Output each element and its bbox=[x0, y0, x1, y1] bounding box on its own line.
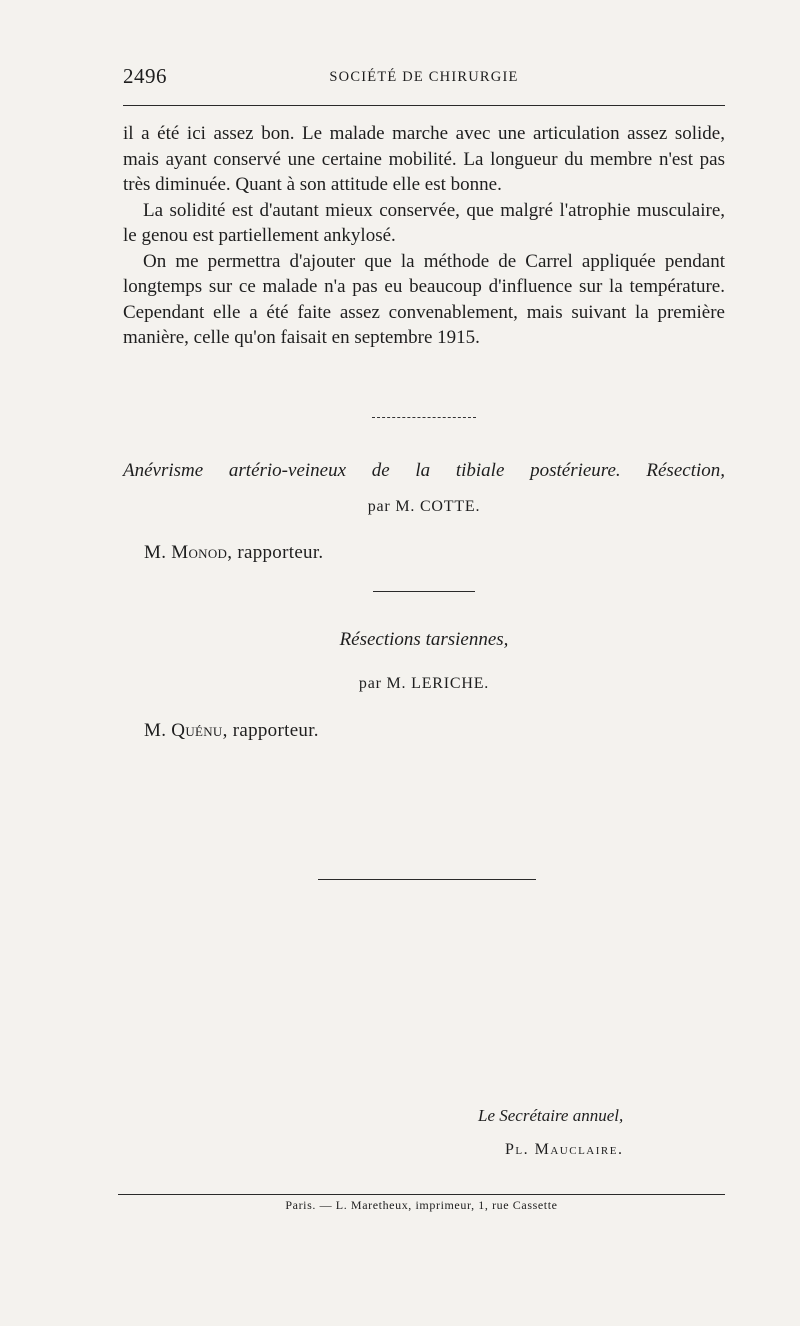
printer-imprint: Paris. — L. Maretheux, imprimeur, 1, rue Cassette bbox=[285, 1198, 558, 1212]
paragraph-2: La solidité est d'autant mieux conservée, que malgré l'atrophie musculaire, le genou est partiellement ankylosé. bbox=[123, 199, 725, 246]
header-rule bbox=[123, 105, 725, 106]
page-header bbox=[123, 64, 725, 94]
signature-name: Pl. Mauclaire. bbox=[505, 1141, 624, 1158]
article-title: Résections tarsiennes, bbox=[339, 629, 509, 650]
reporter-prefix: M. bbox=[144, 720, 172, 741]
reporter-prefix: M. bbox=[144, 542, 172, 563]
article-author: par M. LERICHE. bbox=[358, 675, 490, 692]
running-head: SOCIÉTÉ DE CHIRURGIE bbox=[329, 69, 519, 85]
reporter-name: Monod bbox=[171, 542, 228, 563]
section-separator bbox=[372, 417, 476, 418]
page-number: 2496 bbox=[123, 64, 167, 88]
end-rule bbox=[318, 879, 536, 880]
footer-rule bbox=[118, 1194, 725, 1195]
reporter-name: Quénu bbox=[171, 720, 223, 741]
section-rule bbox=[373, 591, 475, 592]
signature-title: Le Secrétaire annuel, bbox=[478, 1106, 624, 1125]
paragraph-3: On me permettra d'ajouter que la méthode de Carrel appliquée pendant longtemps sur ce malade n'a pas eu beaucoup d'influence sur la température. Cependant elle a été faite assez convenablement, mais suivant la première manière, celle qu'on faisait en septembre 1915. bbox=[123, 250, 725, 348]
paragraph-1: il a été ici assez bon. Le malade marche avec une articulation assez solide, mais ayant conservé une certaine mobilité. La longueur du membre n'est pas très diminuée. Quant à son attitude elle est bonne. bbox=[123, 123, 725, 195]
body-text bbox=[123, 121, 725, 351]
article-reporter bbox=[144, 542, 323, 564]
article-author: par M. COTTE. bbox=[367, 498, 481, 515]
reporter-suffix: , rapporteur. bbox=[222, 720, 319, 741]
article-title: Anévrisme artério-veineux de la tibiale postérieure. Résection, bbox=[123, 460, 725, 481]
article-reporter bbox=[144, 720, 319, 742]
reporter-suffix: , rapporteur. bbox=[227, 542, 324, 563]
